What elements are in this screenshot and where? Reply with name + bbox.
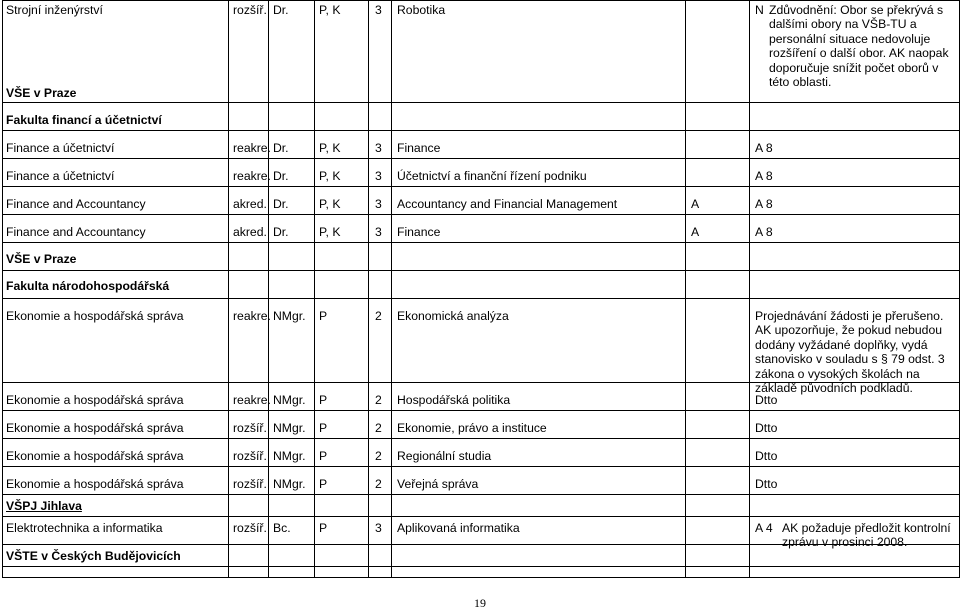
faculty-heading: Fakulta financí a účetnictví [6,113,162,127]
level-cell: Dr. [273,225,289,239]
form-cell: P [319,521,328,535]
column-divider [391,0,392,578]
type-cell: rozšíř. [233,449,267,463]
field-cell: Ekonomie a hospodářská správa [6,421,184,435]
level-cell: Dr. [273,197,289,211]
result-cell: A 4 [755,521,773,535]
row-divider [2,298,960,299]
university-heading: VŠTE v Českých Budějovicích [6,549,181,563]
level-cell: NMgr. [273,309,306,323]
result-cell: A 8 [755,169,773,183]
program-cell: Regionální studia [397,449,492,463]
row-divider [2,0,960,1]
a-cell: A [691,197,700,211]
level-cell: Dr. [273,141,289,155]
field-cell: Elektrotechnika a informatika [6,521,163,535]
type-cell: reakre. [233,169,271,183]
duration-cell: 3 [375,3,382,17]
result-cell: A 8 [755,225,773,239]
type-cell: reakre. [233,309,271,323]
row-divider [2,130,960,131]
row-divider [2,270,960,271]
note-cell: AK požaduje předložit kontrolní zprávu v prosinci 2008. [782,521,951,550]
type-cell: akred. [233,197,267,211]
duration-cell: 2 [375,393,382,407]
type-cell: rozšíř. [233,3,267,17]
a-cell: A [691,225,700,239]
form-cell: P [319,309,328,323]
form-cell: P, K [319,141,341,155]
page-number: 19 [474,596,486,610]
duration-cell: 2 [375,421,382,435]
program-cell: Robotika [397,3,446,17]
form-cell: P [319,393,328,407]
row-divider [2,566,960,567]
field-cell: Ekonomie a hospodářská správa [6,393,184,407]
field-cell: Ekonomie a hospodářská správa [6,449,184,463]
field-cell: Finance a účetnictví [6,141,115,155]
row-divider [2,577,960,578]
row-divider [2,516,960,517]
row-divider [2,410,960,411]
row-divider [2,158,960,159]
result-cell: Dtto [755,477,778,491]
field-cell: Finance and Accountancy [6,225,146,239]
form-cell: P, K [319,197,341,211]
result-cell: Dtto [755,449,778,463]
column-divider [685,0,686,578]
program-cell: Ekonomická analýza [397,309,509,323]
program-cell: Accountancy and Financial Management [397,197,618,211]
level-cell: NMgr. [273,477,306,491]
field-cell: Strojní inženýrství [6,3,103,17]
form-cell: P, K [319,3,341,17]
level-cell: Bc. [273,521,291,535]
type-cell: akred. [233,225,267,239]
program-cell: Hospodářská politika [397,393,511,407]
note-cell: Projednávání žádosti je přerušeno. AK upozorňuje, že pokud nebudou dodány vyžádané doplňky, vydá stanovisko v souladu s § 79 odst. 3 zákona o vysokých školách na základě původních podkladů. [755,309,945,396]
type-cell: reakre. [233,141,271,155]
duration-cell: 3 [375,225,382,239]
program-cell: Aplikovaná informatika [397,521,520,535]
program-cell: Veřejná správa [397,477,479,491]
duration-cell: 3 [375,197,382,211]
level-cell: NMgr. [273,393,306,407]
university-heading: VŠE v Praze [6,252,77,266]
type-cell: rozšíř. [233,421,267,435]
type-cell: rozšíř. [233,521,267,535]
column-divider [368,0,369,578]
program-cell: Finance [397,225,441,239]
type-cell: rozšíř. [233,477,267,491]
form-cell: P [319,477,328,491]
level-cell: NMgr. [273,421,306,435]
form-cell: P [319,421,328,435]
result-cell: Dtto [755,393,778,407]
type-cell: reakre. [233,393,271,407]
duration-cell: 2 [375,309,382,323]
row-divider [2,438,960,439]
form-cell: P, K [319,169,341,183]
result-cell: Dtto [755,421,778,435]
column-divider [268,0,269,578]
result-cell: A 8 [755,197,773,211]
level-cell: NMgr. [273,449,306,463]
program-cell: Ekonomie, právo a instituce [397,421,547,435]
field-cell: Finance a účetnictví [6,169,115,183]
form-cell: P [319,449,328,463]
duration-cell: 2 [375,449,382,463]
duration-cell: 2 [375,477,382,491]
faculty-heading: Fakulta národohospodářská [6,279,170,293]
result-cell: A 8 [755,141,773,155]
duration-cell: 3 [375,521,382,535]
field-cell: Ekonomie a hospodářská správa [6,477,184,491]
field-cell: Finance and Accountancy [6,197,146,211]
university-heading: VŠPJ Jihlava [6,499,82,513]
level-cell: Dr. [273,169,289,183]
duration-cell: 3 [375,169,382,183]
row-divider [2,186,960,187]
university-heading: VŠE v Praze [6,86,77,100]
row-divider [2,494,960,495]
row-divider [2,466,960,467]
program-cell: Účetnictví a finanční řízení podniku [397,169,587,183]
row-divider [2,102,960,103]
level-cell: Dr. [273,3,289,17]
note-cell: Zdůvodnění: Obor se překrývá s dalšími obory na VŠB-TU a personální situace nedovoluje rozšíření o další obor. AK naopak doporučuje snížit počet oborů v této oblasti. [769,3,949,90]
column-divider [314,0,315,578]
column-divider [228,0,229,578]
result-cell: N [755,3,764,17]
column-divider [2,0,3,578]
row-divider [2,214,960,215]
column-divider [749,0,750,578]
duration-cell: 3 [375,141,382,155]
accreditation-table [2,0,960,578]
field-cell: Ekonomie a hospodářská správa [6,309,184,323]
row-divider [2,242,960,243]
program-cell: Finance [397,141,441,155]
form-cell: P, K [319,225,341,239]
